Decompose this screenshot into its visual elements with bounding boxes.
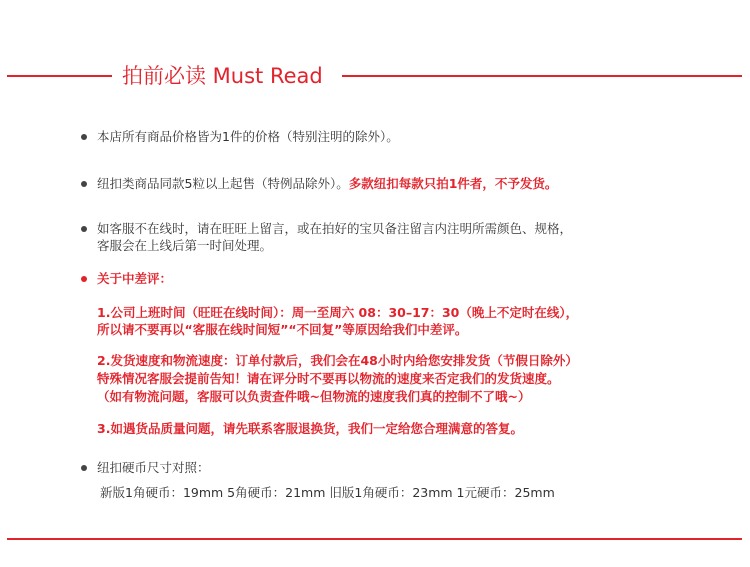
review-3: 3.如遇货品质量问题，请先联系客服退换货，我们一定给您合理满意的答复。: [97, 421, 523, 436]
bottom-rule: [7, 538, 742, 540]
notice-moq-red: 多款纽扣每款只拍1件者，不予发货。: [348, 176, 558, 191]
bullet-icon: [81, 276, 87, 282]
review-2-line3: （如有物流问题，客服可以负责查件哦~但物流的速度我们真的控制不了哦~）: [97, 389, 531, 404]
bullet-icon: [81, 465, 87, 471]
notice-service-line1: 如客服不在线时，请在旺旺上留言，或在拍好的宝贝备注留言内注明所需颜色、规格，: [97, 221, 573, 236]
bullet-icon: [81, 134, 87, 140]
notice-price: 本店所有商品价格皆为1件的价格（特别注明的除外）。: [97, 129, 399, 144]
bullet-icon: [81, 226, 87, 232]
bullet-icon: [81, 181, 87, 187]
notice-moq-normal: 纽扣类商品同款5粒以上起售（特例品除外）。: [97, 176, 349, 191]
coin-title: 纽扣硬币尺寸对照：: [97, 460, 210, 475]
coin-sizes: 新版1角硬币：19mm 5角硬币：21mm 旧版1角硬币：23mm 1元硬币：25mm: [100, 485, 555, 500]
review-title: 关于中差评：: [97, 271, 173, 286]
header-rule-left: [7, 75, 112, 77]
notice-moq: [97, 175, 557, 193]
notice-service-line2: 客服会在上线后第一时间处理。: [97, 238, 273, 253]
review-2-line2: 特殊情况客服会提前告知！请在评分时不要再以物流的速度来否定我们的发货速度。: [97, 371, 560, 386]
review-1-line1: 1.公司上班时间（旺旺在线时间）：周一至周六 08：30–17：30（晚上不定时在线），: [97, 305, 579, 320]
page-title: 拍前必读 Must Read: [122, 64, 323, 88]
review-1-line2: 所以请不要再以“客服在线时间短”“不回复”等原因给我们中差评。: [97, 322, 468, 337]
header-rule-right: [342, 75, 742, 77]
review-2-line1: 2.发货速度和物流速度：订单付款后，我们会在48小时内给您安排发货（节假日除外）: [97, 353, 578, 368]
